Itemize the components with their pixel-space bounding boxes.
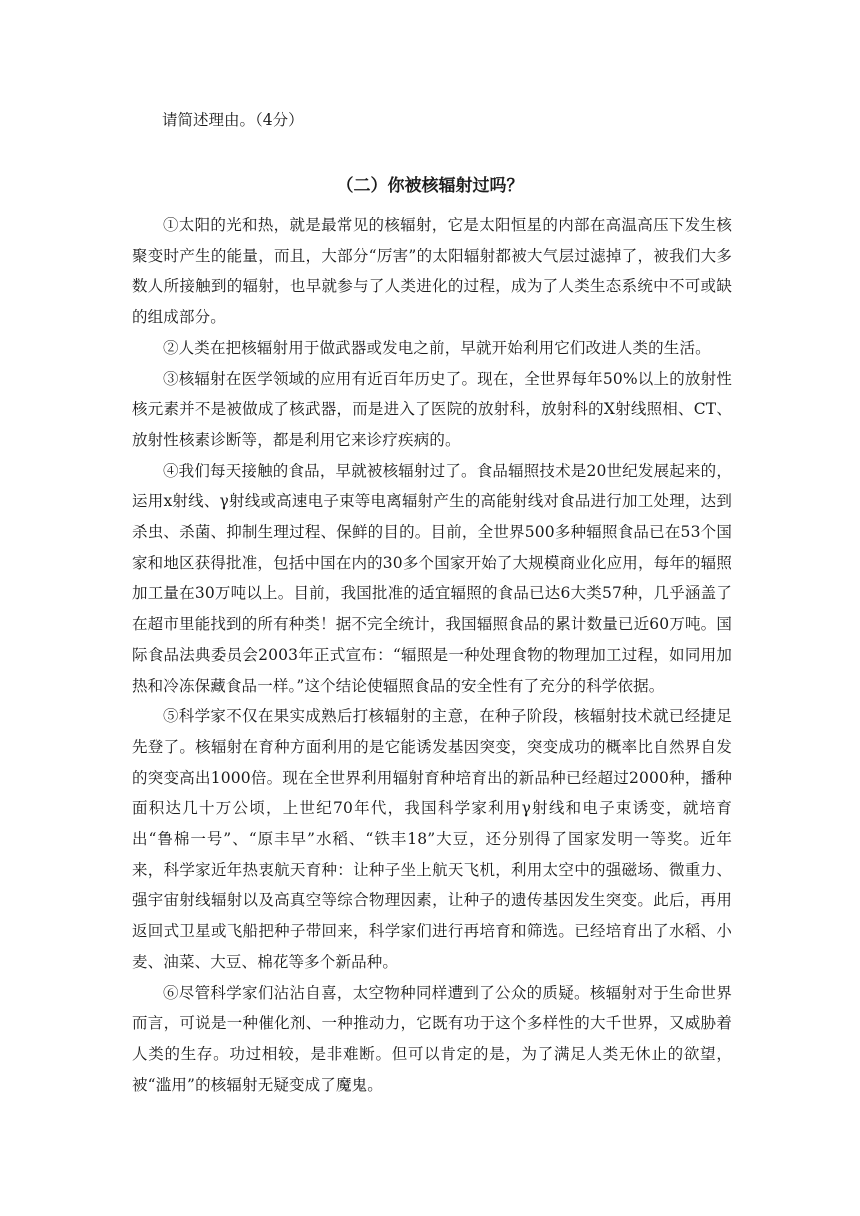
paragraph-6: ⑥尽管科学家们沾沾自喜，太空物种同样遭到了公众的质疑。核辐射对于生命世界而言，可说是一种催化剂、一种推动力，它既有功于这个多样性的大千世界，又威胁着人类的生存。功过相较，是非难断。但可以肯定的是，为了满足人类无休止的欲望，被“滥用”的核辐射无疑变成了魔鬼。 — [132, 983, 732, 1094]
paragraph-2: ②人类在把核辐射用于做武器或发电之前，早就开始利用它们改进人类的生活。 — [163, 338, 711, 357]
section-title: （二）你被核辐射过吗？ — [336, 176, 524, 196]
article-body — [132, 210, 732, 1100]
paragraph-1: ①太阳的光和热，就是最常见的核辐射，它是太阳恒星的内部在高温高压下发生核聚变时产生的能量，而且，大部分“厉害”的太阳辐射都被大气层过滤掉了，被我们大多数人所接触到的辐射，也早就参与了人类进化的过程，成为了人类生态系统中不可或缺的组成部分。 — [132, 216, 732, 327]
paragraph-5: ⑤科学家不仅在果实成熟后打核辐射的主意，在种子阶段，核辐射技术就已经捷足先登了。核辐射在育种方面利用的是它能诱发基因突变，突变成功的概率比自然界自发的突变高出1000倍。现在全世界利用辐射育种培育出的新品种已经超过2000种，播种面积达几十万公顷，上世纪70年代，我国科学家利用γ射线和电子束诱变，就培育出“鲁棉一号”、“原丰早”水稻、“铁丰18”大豆，还分别得了国家发明一等奖。近年来，科学家近年热衷航天育种：让种子坐上航天飞机，利用太空中的强磁场、微重力、强宇宙射线辐射以及高真空等综合物理因素，让种子的遗传基因发生突变。此后，再用返回式卫星或飞船把种子带回来，科学家们进行再培育和筛选。已经培育出了水稻、小麦、油菜、大豆、棉花等多个新品种。 — [132, 707, 732, 971]
paragraph-4: ④我们每天接触的食品，早就被核辐射过了。食品辐照技术是20世纪发展起来的，运用x射线、γ射线或高速电子束等电离辐射产生的高能射线对食品进行加工处理，达到杀虫、杀菌、抑制生理过程、保鲜的目的。目前，全世界500多种辐照食品已在53个国家和地区获得批准，包括中国在内的30多个国家开始了大规模商业化应用，每年的辐照加工量在30万吨以上。目前，我国批准的适宜辐照的食品已达6大类57种，几乎涵盖了在超市里能找到的所有种类！据不完全统计，我国辐照食品的累计数量已近60万吨。国际食品法典委员会2003年正式宣布：“辐照是一种处理食物的物理加工过程，如同用加热和冷冻保藏食品一样。”这个结论使辐照食品的安全性有了充分的科学依据。 — [132, 461, 732, 695]
paragraph-3: ③核辐射在医学领域的应用有近百年历史了。现在，全世界每年50%以上的放射性核元素并不是被做成了核武器，而是进入了医院的放射科，放射科的X射线照相、CT、放射性核素诊断等，都是利用它来诊疗疾病的。 — [132, 369, 732, 449]
question-prompt: 请简述理由。（4分） — [162, 111, 304, 129]
